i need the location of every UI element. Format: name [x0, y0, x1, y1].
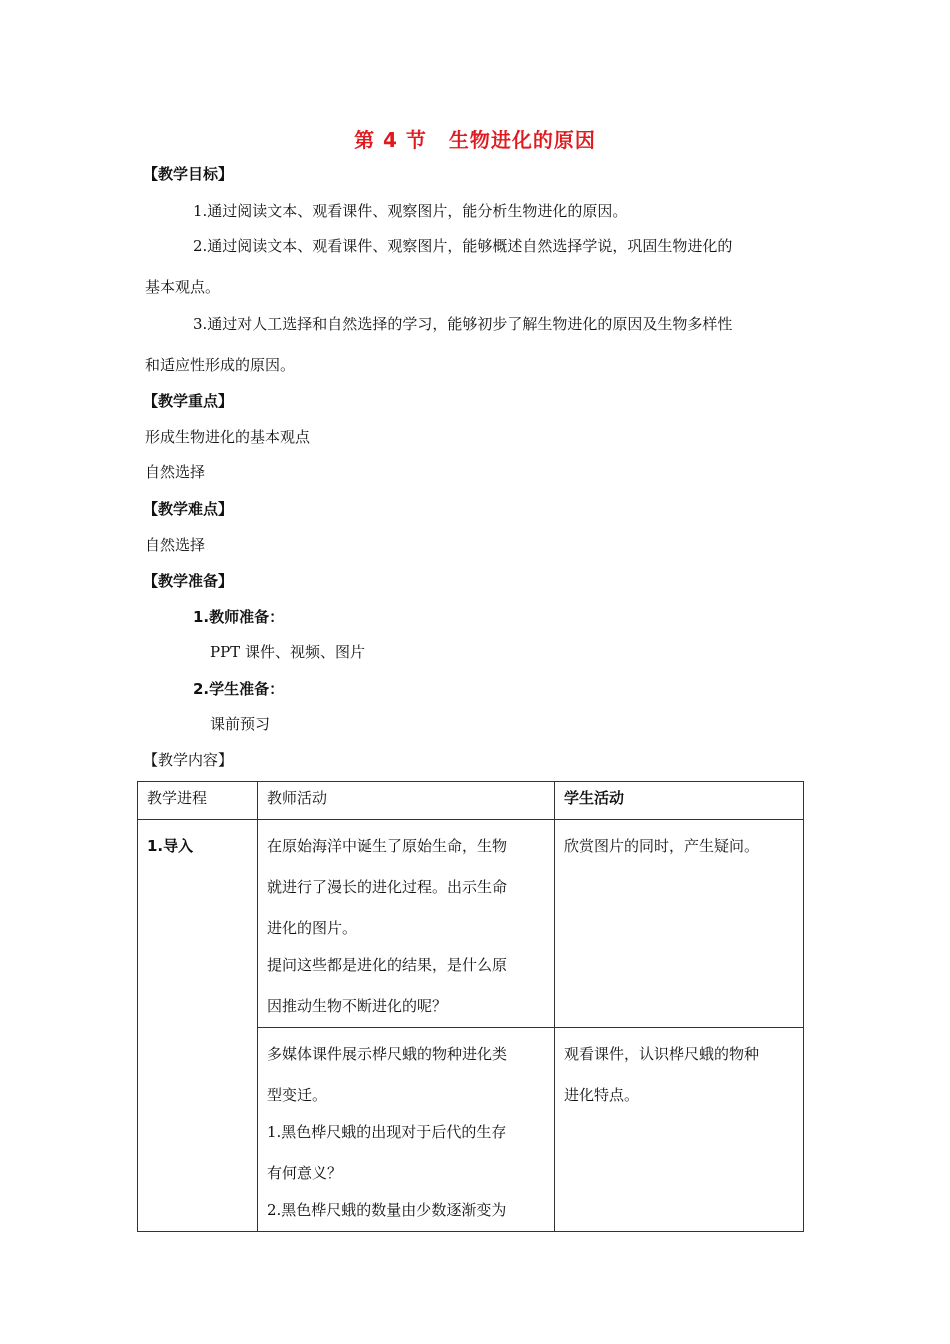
objective-3: 3.通过对人工选择和自然选择的学习，能够初步了解生物进化的原因及生物多样性	[193, 315, 733, 333]
teacher-prep-label: 1.教师准备：	[193, 608, 285, 626]
teacher-line: 在原始海洋中诞生了原始生命，生物	[267, 837, 508, 855]
objective-1: 1.通过阅读文本、观看课件、观察图片，能分析生物进化的原因。	[193, 202, 628, 220]
student-line: 欣赏图片的同时，产生疑问。	[564, 837, 760, 855]
teacher-line: 1.黑色桦尺蛾的出现对于后代的生存	[267, 1123, 507, 1141]
lesson-table	[137, 781, 804, 1232]
page-title	[0, 124, 950, 153]
table-header-row	[138, 782, 804, 820]
header-student: 学生活动	[555, 782, 804, 820]
teacher-activity-cell	[258, 1028, 555, 1232]
key-point-1: 形成生物进化的基本观点	[145, 428, 311, 446]
objective-3-cont: 和适应性形成的原因。	[145, 356, 296, 374]
stage-cell: 1.导入	[138, 820, 258, 1232]
teacher-line: 因推动生物不断进化的呢？	[267, 997, 448, 1015]
content-heading: 【教学内容】	[143, 751, 234, 769]
student-line: 观看课件，认识桦尺蛾的物种	[564, 1045, 760, 1063]
difficulty-1: 自然选择	[145, 536, 206, 554]
key-point-2: 自然选择	[145, 463, 206, 481]
teacher-activity-cell	[258, 820, 555, 1028]
table-row	[138, 820, 804, 1028]
teacher-line: 进化的图片。	[267, 919, 358, 937]
section-name: 生物进化的原因	[448, 128, 596, 152]
preparation-heading: 【教学准备】	[143, 572, 234, 590]
teacher-line: 2.黑色桦尺蛾的数量由少数逐渐变为	[267, 1201, 507, 1219]
student-prep-label: 2.学生准备：	[193, 680, 285, 698]
teacher-line: 型变迁。	[267, 1086, 328, 1104]
student-activity-cell	[555, 1028, 804, 1232]
section-number: 第 4 节	[354, 128, 427, 152]
key-points-heading: 【教学重点】	[143, 392, 234, 410]
teacher-line: 就进行了漫长的进化过程。出示生命	[267, 878, 508, 896]
header-stage: 教学进程	[138, 782, 258, 820]
student-activity-cell	[555, 820, 804, 1028]
teacher-prep-items: PPT 课件、视频、图片	[210, 643, 365, 661]
teacher-line: 提问这些都是进化的结果，是什么原	[267, 956, 508, 974]
objective-2-cont: 基本观点。	[145, 278, 221, 296]
student-line: 进化特点。	[564, 1086, 640, 1104]
teacher-line: 多媒体课件展示桦尺蛾的物种进化类	[267, 1045, 508, 1063]
difficulties-heading: 【教学难点】	[143, 500, 234, 518]
teacher-line: 有何意义？	[267, 1164, 343, 1182]
header-teacher: 教师活动	[258, 782, 555, 820]
objectives-heading: 【教学目标】	[143, 165, 234, 183]
student-prep-items: 课前预习	[210, 715, 271, 733]
objective-2: 2.通过阅读文本、观看课件、观察图片，能够概述自然选择学说，巩固生物进化的	[193, 237, 733, 255]
